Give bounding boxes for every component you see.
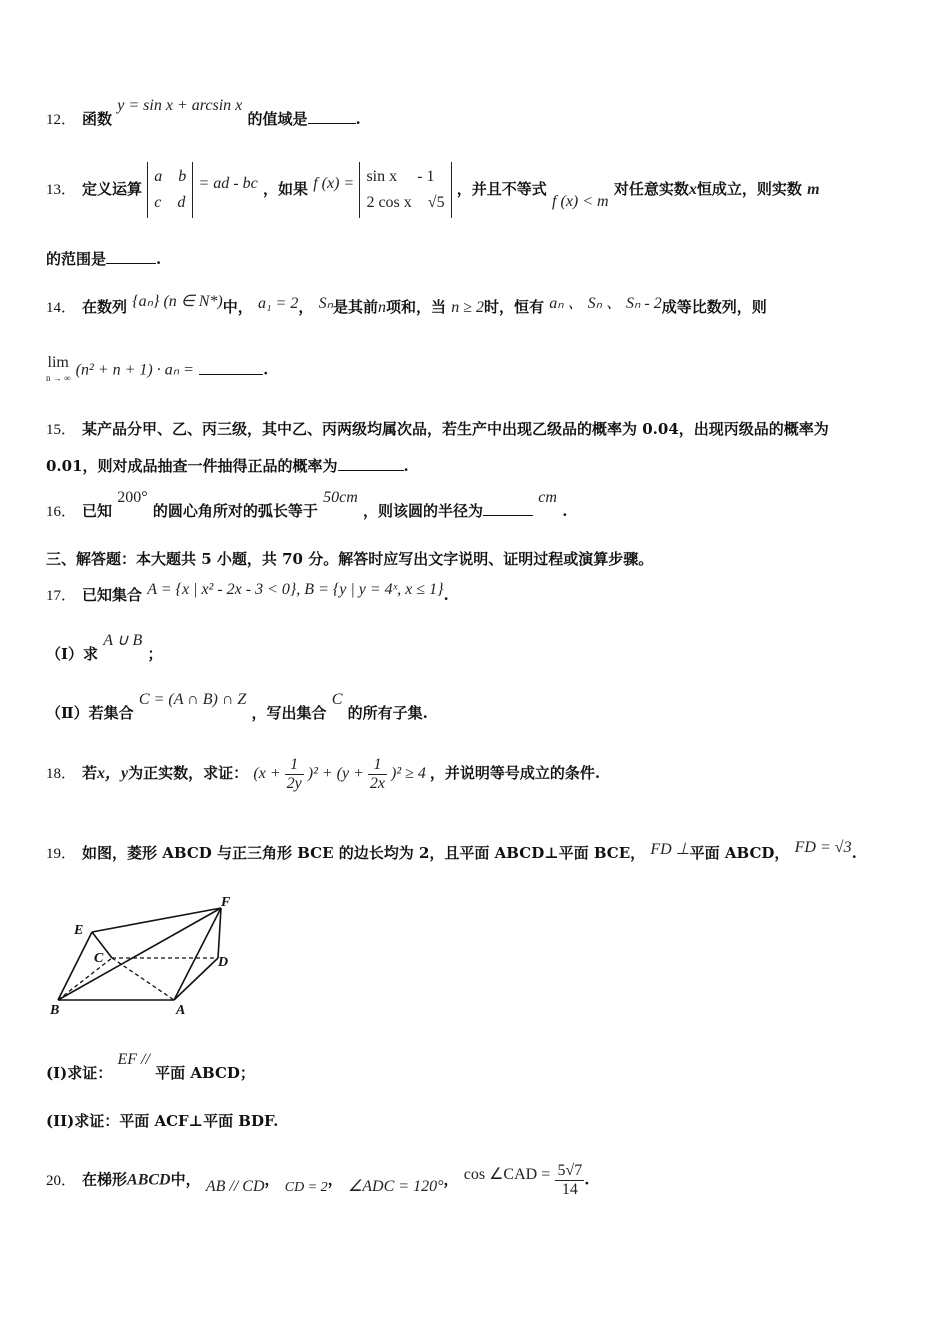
label-C: C bbox=[94, 951, 104, 966]
label-E: E bbox=[74, 923, 84, 938]
geometry-figure bbox=[46, 888, 246, 1018]
question-17: 17． 已知集合 A = {x | x² - 2x - 3 < 0}, B = {y | y = 4ˣ, x ≤ 1}. bbox=[46, 581, 449, 604]
central-angle: 200° bbox=[117, 489, 148, 506]
question-number: 13． bbox=[46, 182, 77, 198]
question-15: 15． 某产品分甲、乙、丙三级，其中乙、丙两级均属次品，若生产中出现乙级品的概率为 0.04，出现丙级品的概率为 bbox=[46, 420, 829, 438]
question-19-part-2: (II)求证：平面 ACF⊥平面 BDF. bbox=[46, 1112, 279, 1130]
question-19: 19． 如图，菱形 ABCD 与正三角形 BCE 的边长均为 2，且平面 ABCD⊥平面 BCE， FD ⊥平面 ABCD， FD = √3. bbox=[46, 839, 857, 862]
label-D: D bbox=[218, 955, 229, 970]
set-definitions: A = {x | x² - 2x - 3 < 0}, B = {y | y = 4ˣ, x ≤ 1} bbox=[147, 581, 444, 598]
inequality-expression: (x + $\frac{1}{2y}$ )² + (y + $\frac{1}{2x}$ )² ≥ 4 bbox=[253, 756, 426, 792]
label-A: A bbox=[176, 1003, 186, 1018]
question-18: 18． 若x，y为正实数，求证： (x + $\frac{1}{2y}$ )² + (y + $\frac{1}{2x}$ )² ≥ 4 ，并说明等号成立的条件. bbox=[46, 756, 601, 792]
inequality: f (x) < m bbox=[552, 193, 609, 210]
label-F: F bbox=[221, 895, 231, 910]
question-number: 14． bbox=[46, 300, 77, 316]
question-14-limit: lim n → ∞ (n² + n + 1) · aₙ = . bbox=[46, 354, 269, 383]
question-number: 17． bbox=[46, 588, 77, 604]
question-13-cont: 的范围是 . bbox=[46, 250, 162, 268]
question-13: 13． 定义运算 a b c d = ad - bc ，如果 f (x) = sin x - 1 2 cos x √5 ，并且不等式 f (x) < m 对任意实数x恒成立，则实数 m bbox=[46, 162, 820, 218]
edge-AD bbox=[174, 958, 218, 1000]
question-number: 18． bbox=[46, 766, 77, 783]
section-heading: 三、解答题：本大题共 5 小题，共 70 分。解答时应写出文字说明、证明过程或演算步骤。 bbox=[46, 550, 654, 568]
question-number: 12． bbox=[46, 112, 77, 128]
answer-blank bbox=[199, 374, 263, 375]
answer-blank bbox=[483, 515, 533, 516]
sequence: {aₙ} (n ∈ N*) bbox=[132, 293, 223, 310]
question-12: 12． 函数 y = sin x + arcsin x 的值域是 . bbox=[46, 97, 361, 128]
question-16: 16． 已知 200° 的圆心角所对的弧长等于 50cm ，则该圆的半径为 cm . bbox=[46, 489, 568, 520]
answer-blank bbox=[338, 470, 404, 471]
question-number: 16． bbox=[46, 504, 77, 520]
arc-length: 50cm bbox=[323, 489, 358, 506]
label-B: B bbox=[50, 1003, 60, 1018]
function-formula: y = sin x + arcsin x bbox=[117, 97, 243, 114]
determinant-abcd: a b c d bbox=[147, 162, 193, 218]
limit-operator: lim n → ∞ bbox=[46, 354, 71, 383]
question-17-part-1: （Ⅰ）求 A ∪ B ； bbox=[46, 632, 163, 663]
limit-expression: (n² + n + 1) · aₙ = bbox=[75, 361, 194, 379]
cosine-fraction: $\frac{5√7}{14}$ bbox=[557, 1162, 583, 1198]
determinant-fx: sin x - 1 2 cos x √5 bbox=[359, 162, 451, 218]
question-number: 19． bbox=[46, 846, 77, 862]
question-15-cont: 0.01，则对成品抽查一件抽得正品的概率为 . bbox=[46, 457, 409, 475]
edge-BC bbox=[58, 958, 112, 1000]
question-17-part-2: （Ⅱ）若集合 C = (A ∩ B) ∩ Z ，写出集合 C 的所有子集. bbox=[46, 691, 428, 722]
answer-blank bbox=[106, 263, 156, 264]
question-number: 20． bbox=[46, 1172, 77, 1189]
edge-BF bbox=[58, 908, 221, 1000]
answer-blank bbox=[308, 123, 356, 124]
question-20: 20． 在梯形ABCD中， AB // CD， CD = 2， ∠ADC = 120°， cos ∠CAD = $\frac{5√7}{14}$ . bbox=[46, 1162, 590, 1198]
edge-DF bbox=[218, 908, 221, 958]
question-19-part-1: (I)求证： EF // 平面 ABCD； bbox=[46, 1051, 255, 1082]
edge-EF bbox=[92, 908, 221, 932]
question-14: 14． 在数列 {aₙ} (n ∈ N*)中， a₁ = 2， Sₙ是其前n项和，当 n ≥ 2时，恒有 aₙ 、 Sₙ 、 Sₙ - 2成等比数列，则 bbox=[46, 293, 767, 316]
operation-definition: = ad - bc bbox=[198, 175, 258, 192]
question-number: 15． bbox=[46, 422, 77, 438]
